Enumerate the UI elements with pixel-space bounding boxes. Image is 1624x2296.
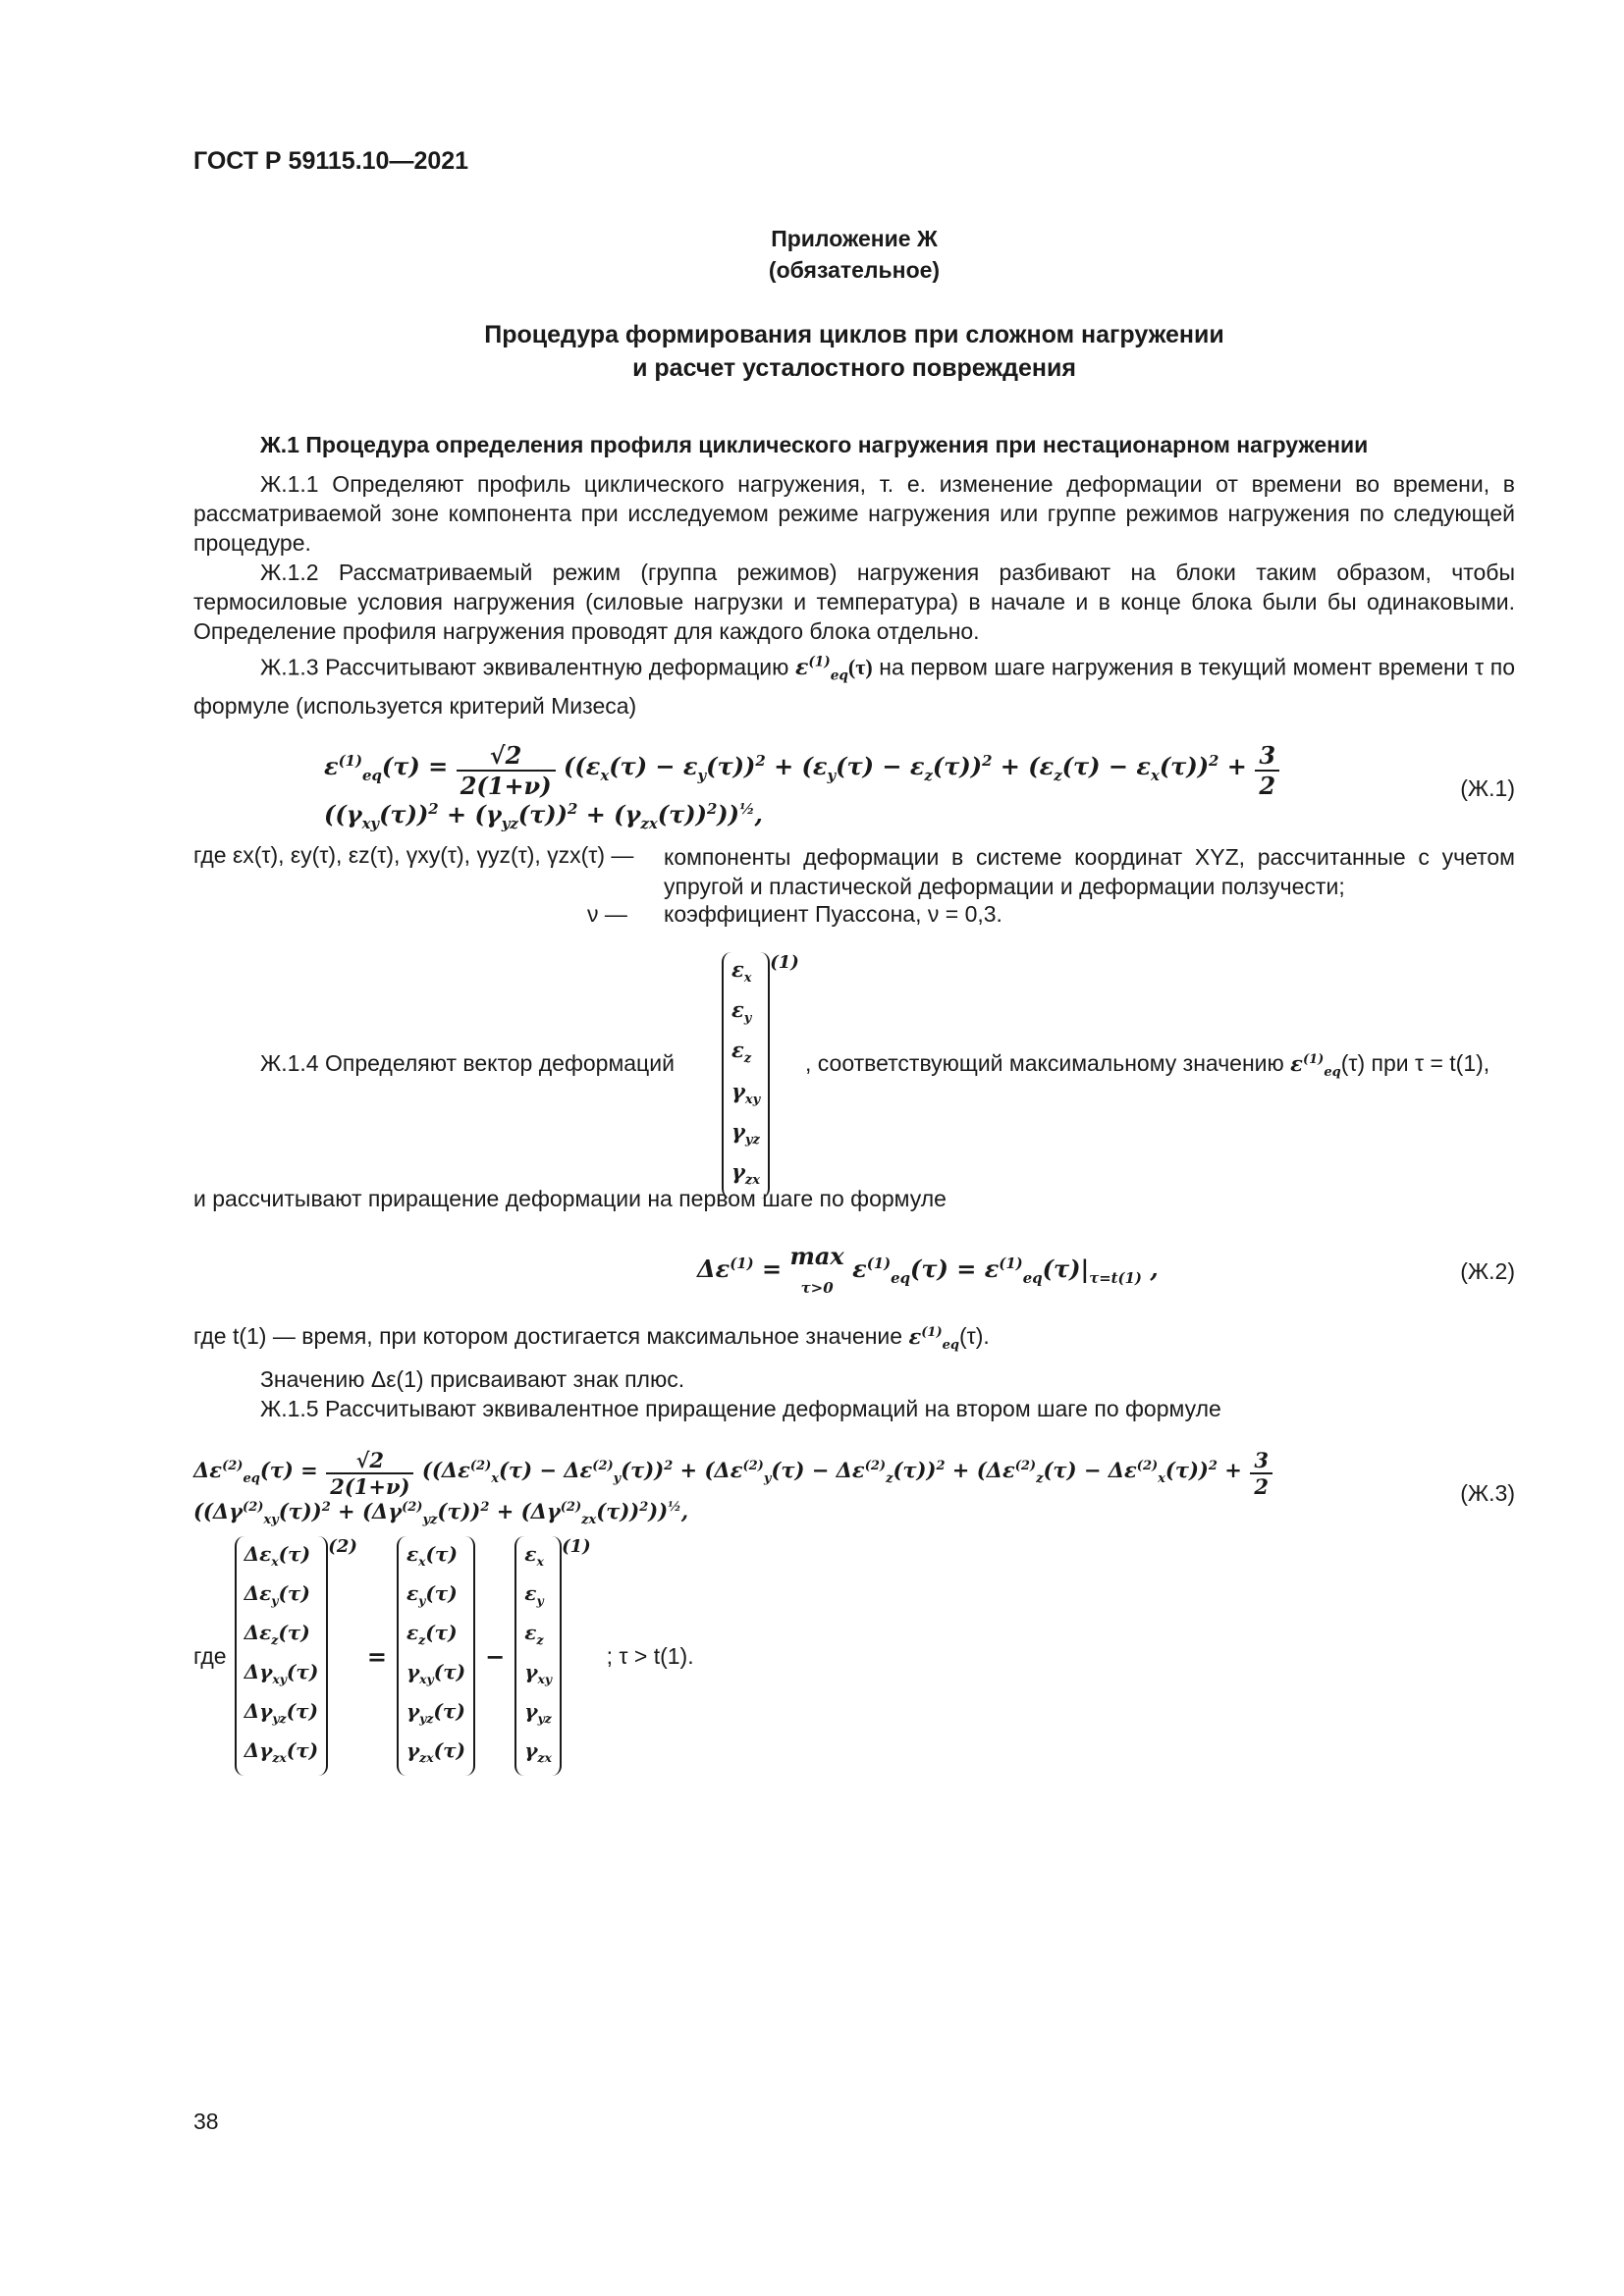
strain-vector: $\varepsilon_x$ $\varepsilon_y$ $\varepsilon_z$ $\gamma_{xy}$ $\gamma_{yz}$ $\gamma_{zx}$ (1) [722, 952, 799, 1199]
where-3 [193, 1323, 990, 1353]
where-2-desc: коэффициент Пуассона, ν = 0,3. [664, 901, 1002, 927]
paragraph-5: Значению Δε(1) присваивают знак плюс. [260, 1366, 685, 1392]
where-1-desc: компоненты деформации в системе координат XYZ, рассчитанные с учетом упругой и пластической деформации и деформации ползучести; [664, 844, 1515, 899]
paragraph-3-end: на первом шаге нагружения в текущий момент времени τ по формуле (используется критерий Мизеса) [193, 654, 1516, 719]
where-4-label: где [193, 1642, 227, 1669]
where-1-vars: где εx(τ), εy(τ), εz(τ), γxy(τ), γyz(τ), γzx(τ) — [193, 842, 634, 868]
paragraph-1: Ж.1.1 Определяют профиль циклического нагружения, т. е. изменение деформации от времени во времени, в рассматриваемой зоне компонента при исследуемом режиме нагружения или группе режимов нагружения по следующей процедуре. [193, 471, 1515, 556]
where-3-end: (τ). [959, 1323, 990, 1349]
page-number: 38 [193, 2109, 219, 2134]
increment-matrix: где $\Delta\varepsilon_x(\tau)$ $\Delta\varepsilon_y(\tau)$ $\Delta\varepsilon_z(\tau)$ $\Delta\gamma_{xy}(\tau)$ $\Delta\gamma_{yz}(\tau)$ $\Delta\gamma_{zx}(\tau)$ (2) = $\varepsilon_x(\tau)$ $\varepsilon_y(\tau)$ $\varepsilon_z(\tau)$ $\gamma_{xy}(\tau)$ $\gamma_{yz}(\tau)$ $\gamma_{zx}(\tau)$ − $\varepsilon_x$ $\varepsilon_y$ $\varepsilon_z$ $\gamma_{xy}$ $\gamma_{yz}$ $\gamma_{zx}$ (1) ; τ > t(1). [193, 1536, 694, 1776]
where-3-text: где t(1) — время, при котором достигается максимальное значение [193, 1323, 903, 1349]
heading-line-2: и расчет усталостного повреждения [632, 354, 1076, 382]
paragraph-2: Ж.1.2 Рассматриваемый режим (группа режимов) нагружения разбивают на блоки таким образом, чтобы термосиловые условия нагружения (силовые нагрузки и температура) в начале и в конце блока были бы одинаковыми. Определение профиля нагружения проводят для каждого блока отдельно. [193, 560, 1515, 644]
paragraph-6: Ж.1.5 Рассчитывают эквивалентное приращение деформаций на втором шаге по формуле [260, 1396, 1221, 1421]
paragraph-3 [193, 648, 1515, 721]
equation-3-number: (Ж.3) [1460, 1480, 1515, 1506]
equation-2-number: (Ж.2) [1460, 1258, 1515, 1284]
where-4-condition: ; τ > t(1). [606, 1642, 694, 1669]
eps-eq-symbol-2: $\varepsilon^{(1)}_{eq}$ [1290, 1051, 1341, 1081]
eps-eq-symbol: $\varepsilon^{(1)}_{eq}(\tau)$ [794, 655, 873, 684]
paragraph-4-mid [805, 1050, 1489, 1080]
paragraph-4-mid-text: , соответствующий максимальному значению [805, 1050, 1284, 1076]
equation-1-number: (Ж.1) [1460, 775, 1515, 801]
section-title: Ж.1 Процедура определения профиля циклического нагружения при нестационарном нагружении [260, 432, 1369, 457]
appendix-title: Приложение Ж [771, 226, 938, 251]
heading-line-1: Процедура формирования циклов при сложном нагружении [484, 321, 1224, 348]
paragraph-4-continue: и рассчитывают приращение деформации на первом шаге по формуле [193, 1186, 947, 1211]
paragraph-4-start: Ж.1.4 Определяют вектор деформаций [260, 1050, 675, 1076]
equation-3: $\Delta\varepsilon^{(2)}_{eq}(\tau)$ = $\frac{√2}{2(1+\nu)}$ ($(\Delta\varepsilon^{(2)}_x(\tau) - \Delta\varepsilon^{(2)}_y(\tau))^2 + (\Delta\varepsilon^{(2)}_y(\tau) - \Delta\varepsilon^{(2)}_z(\tau))^2 + (\Delta\varepsilon^{(2)}_z(\tau) - \Delta\varepsilon^{(2)}_x(\tau))^2$ + $\frac{3}{2}$ $((\Delta\gamma^{(2)}_{xy}(\tau))^2 + (\Delta\gamma^{(2)}_{yz}(\tau))^2 + (\Delta\gamma^{(2)}_{zx}(\tau))^2))^{\frac{1}{2}}$, [193, 1448, 1624, 1527]
where-2-var: ν — [587, 901, 627, 927]
eps-eq-symbol-3: $\varepsilon^{(1)}_{eq}$ [908, 1324, 959, 1354]
paragraph-4-end: (τ) при τ = t(1), [1340, 1050, 1490, 1076]
paragraph-3-start: Ж.1.3 Рассчитывают эквивалентную деформацию [260, 654, 789, 680]
equation-1: $\varepsilon^{(1)}_{eq}(\tau)$ = $\frac{√2}{2(1+\nu)}$ ($(\varepsilon_x(\tau) - \varepsilon_y(\tau))^2 + (\varepsilon_y(\tau) - \varepsilon_z(\tau))^2 + (\varepsilon_z(\tau) - \varepsilon_x(\tau))^2$ + $\frac{3}{2}$ $((\gamma_{xy}(\tau))^2 + (\gamma_{yz}(\tau))^2 + (\gamma_{zx}(\tau))^2))^{\frac{1}{2}}$, [324, 741, 1624, 832]
equation-2: $\Delta\varepsilon^{(1)} = \max$ τ>0 $\varepsilon^{(1)}_{eq}(\tau) = \varepsilon^{(1)}_{eq}(\tau)|_{\tau=t(1)}$ , [697, 1242, 1159, 1297]
appendix-status: (обязательное) [768, 257, 941, 283]
document-id: ГОСТ Р 59115.10—2021 [193, 147, 469, 175]
